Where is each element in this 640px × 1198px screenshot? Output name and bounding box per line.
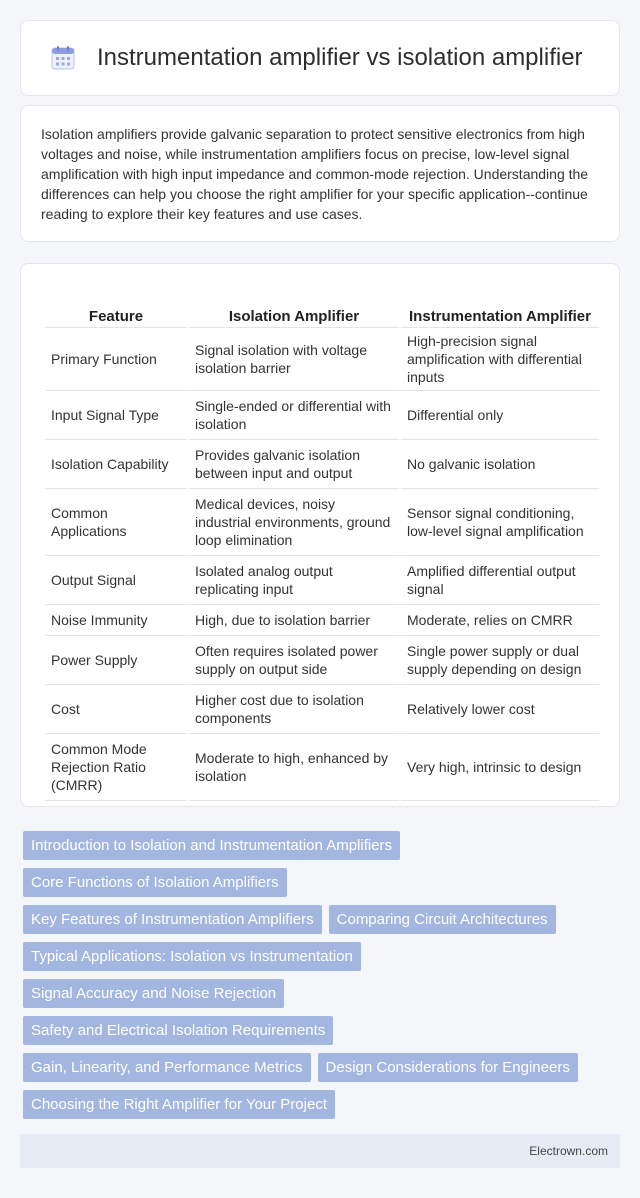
column-header: Instrumentation Amplifier — [401, 284, 599, 328]
table-row — [45, 391, 599, 440]
table-cell: Single power supply or dual supply depending on design — [401, 636, 599, 685]
table-cell: High, due to isolation barrier — [189, 605, 399, 636]
tag-row — [20, 1053, 620, 1082]
table-cell: Often requires isolated power supply on output side — [189, 636, 399, 685]
column-header: Isolation Amplifier — [189, 284, 399, 328]
calendar-grid-icon — [49, 44, 77, 72]
topic-tag[interactable]: Typical Applications: Isolation vs Instrumentation — [23, 942, 361, 971]
footer — [20, 1134, 620, 1168]
table-cell: Medical devices, noisy industrial environments, ground loop elimination — [189, 489, 399, 556]
table-cell: Single-ended or differential with isolation — [189, 391, 399, 440]
tag-row — [20, 868, 620, 897]
topic-tag[interactable]: Key Features of Instrumentation Amplifiers — [23, 905, 322, 934]
table-cell: Relatively lower cost — [401, 685, 599, 734]
table-row — [45, 489, 599, 556]
tag-row — [20, 1016, 620, 1045]
header-card — [20, 20, 620, 96]
table-cell: Higher cost due to isolation components — [189, 685, 399, 734]
table-row — [45, 556, 599, 605]
table-row — [45, 328, 599, 391]
table-cell: Noise Immunity — [45, 605, 187, 636]
table-cell: Sensor signal conditioning, low-level signal amplification — [401, 489, 599, 556]
table-cell: Moderate, relies on CMRR — [401, 605, 599, 636]
topic-tag[interactable]: Core Functions of Isolation Amplifiers — [23, 868, 287, 897]
table-cell: Provides galvanic isolation between input and output — [189, 440, 399, 489]
tag-row — [20, 1090, 620, 1119]
topic-tags — [20, 831, 620, 1127]
topic-tag[interactable]: Signal Accuracy and Noise Rejection — [23, 979, 284, 1008]
table-row — [45, 734, 599, 801]
table-cell: Cost — [45, 685, 187, 734]
table-cell: High-precision signal amplification with differential inputs — [401, 328, 599, 391]
topic-tag[interactable]: Comparing Circuit Architectures — [329, 905, 556, 934]
table-cell: Very high, intrinsic to design — [401, 734, 599, 801]
table-cell: Moderate to high, enhanced by isolation — [189, 734, 399, 801]
tag-row — [20, 979, 620, 1008]
comparison-table-card — [20, 263, 620, 807]
table-cell: Isolated analog output replicating input — [189, 556, 399, 605]
topic-tag[interactable]: Gain, Linearity, and Performance Metrics — [23, 1053, 311, 1082]
table-cell: Power Supply — [45, 636, 187, 685]
topic-tag[interactable]: Safety and Electrical Isolation Requirements — [23, 1016, 333, 1045]
table-row — [45, 636, 599, 685]
topic-tag[interactable]: Design Considerations for Engineers — [318, 1053, 578, 1082]
topic-tag[interactable]: Choosing the Right Amplifier for Your Project — [23, 1090, 335, 1119]
table-cell: Input Signal Type — [45, 391, 187, 440]
tag-row — [20, 942, 620, 971]
table-cell: Signal isolation with voltage isolation barrier — [189, 328, 399, 391]
table-row — [45, 685, 599, 734]
intro-paragraph: Isolation amplifiers provide galvanic separation to protect sensitive electronics from high voltages and noise, while instrumentation amplifiers focus on precise, low-level signal amplification with high input impedance and common-mode rejection. Understanding the differences can help you choose the right amplifier for your specific application--continue reading to explore their key features and use cases. — [41, 126, 589, 222]
table-header-row — [45, 284, 599, 328]
table-cell: Amplified differential output signal — [401, 556, 599, 605]
intro-card — [20, 105, 620, 242]
table-cell: No galvanic isolation — [401, 440, 599, 489]
table-cell: Differential only — [401, 391, 599, 440]
table-cell: Output Signal — [45, 556, 187, 605]
table-cell: Common Applications — [45, 489, 187, 556]
table-row — [45, 440, 599, 489]
table-cell: Common Mode Rejection Ratio (CMRR) — [45, 734, 187, 801]
tag-row — [20, 905, 620, 934]
table-cell: Primary Function — [45, 328, 187, 391]
comparison-table — [43, 284, 601, 801]
tag-row — [20, 831, 620, 860]
table-row — [45, 605, 599, 636]
table-cell: Isolation Capability — [45, 440, 187, 489]
footer-site-name[interactable]: Electrown.com — [529, 1144, 608, 1158]
column-header: Feature — [45, 284, 187, 328]
topic-tag[interactable]: Introduction to Isolation and Instrumentation Amplifiers — [23, 831, 400, 860]
page-title: Instrumentation amplifier vs isolation amplifier — [97, 44, 583, 71]
